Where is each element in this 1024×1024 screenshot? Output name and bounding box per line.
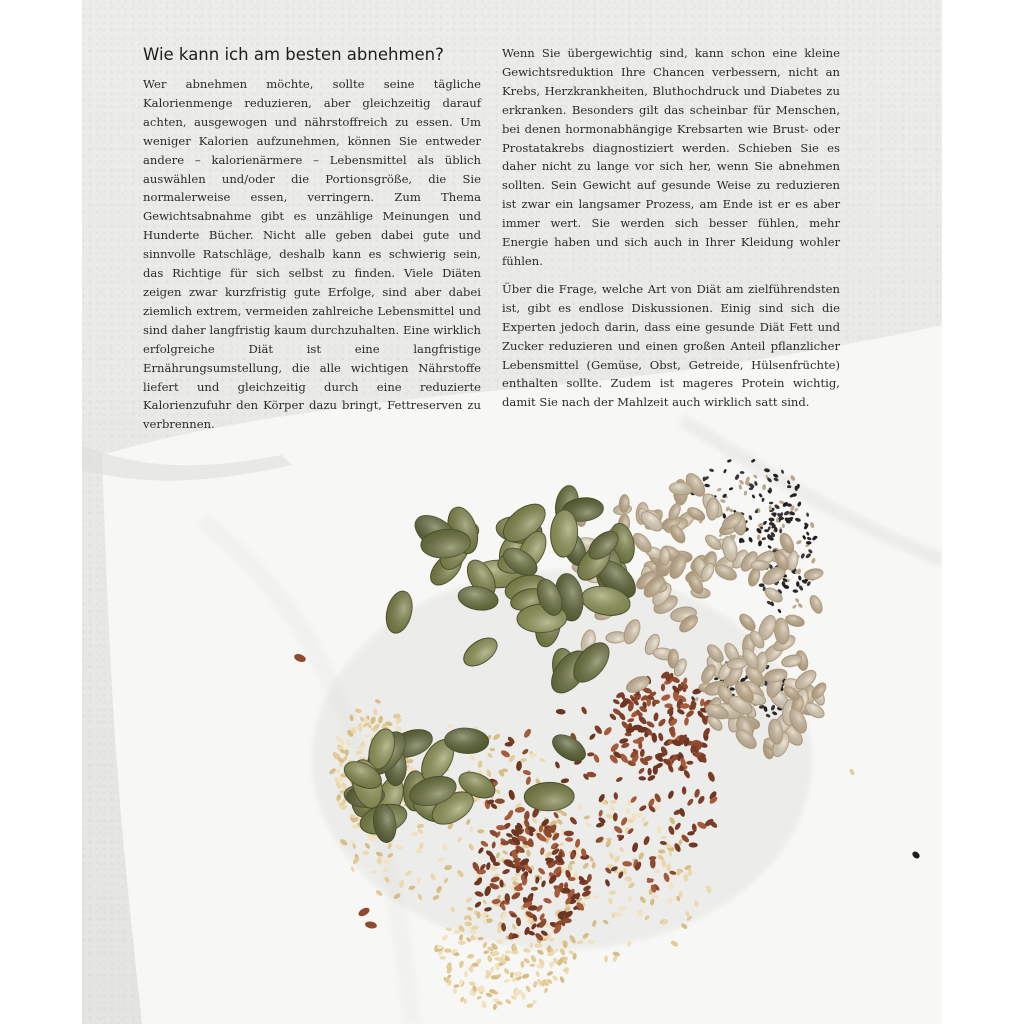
- black-sesame-seed: [771, 512, 776, 515]
- linseed: [562, 918, 572, 923]
- sesame-seed: [477, 829, 484, 833]
- article-heading: Wie kann ich am besten abnehmen?: [143, 45, 444, 64]
- right-paragraph-1: Wenn Sie übergewichtig sind, kann schon eine kleine Gewichtsreduktion Ihre Chancen verbessern, nicht an Krebs, Herzkrankheiten, Bluthochdruck und Diabetes zu erkranken. Besonders gilt das scheinbar für Menschen, bei denen hormonabhängige Krebsarten wie Brust- oder Prostatakrebs diagnostiziert werden. Schieben Sie es daher nicht zu lange vor sich her, wenn Sie abnehmen sollten. Sein Gewicht auf gesunde Weise zu reduzieren ist zwar ein langsamer Prozess, am Ende ist er es aber immer wert. Sie werden sich besser fühlen, mehr Energie haben und sich auch in Ihrer Kleidung wohler fühlen.: [502, 46, 840, 268]
- linseed: [564, 831, 574, 837]
- sunflower-seed-highlight: [751, 561, 769, 571]
- right-paragraph-2: Über die Frage, welche Art von Diät am zielführendsten ist, gibt es endlose Diskussionen. Einig sind sich die Experten jedoch darin, dass eine gesunde Diät Fett und Zucker reduzieren und einen großen Anteil pflanzlicher Lebensmittel (Gemüse, Obst, Getreide, Hülsenfrüchte) enthalten sollte. Zudem ist mageres Protein wichtig, damit Sie nach der Mahlzeit auch wirklich satt sind.: [502, 281, 840, 410]
- left-column: [143, 44, 481, 443]
- black-sesame-seed: [759, 583, 765, 587]
- magazine-page: [82, 0, 942, 1024]
- black-sesame-seed: [779, 529, 782, 533]
- left-paragraph: Wer abnehmen möchte, sollte seine tägliche Kalorienmenge reduzieren, aber gleichzeitig darauf achten, ausgewogen und nährstoffreich zu essen. Um weniger Kalorien aufzunehmen, können Sie entweder andere – kalorienärmere – Lebensmittel als üblich auswählen und/oder die Portionsgröße, die Sie normalerweise essen, verringern. Zum Thema Gewichtsabnahme gibt es unzählige Meinungen und Hunderte Bücher. Nicht alle geben dabei gute und sinnvolle Ratschläge, deshalb kann es schwierig sein, das Richtige für sich selbst zu finden. Viele Diäten zeigen zwar kurzfristig gute Erfolge, sind aber dabei ziemlich extrem, vermeiden zahlreiche Lebensmittel und sind daher langfristig kaum durchzuhalten. Eine wirklich erfolgreiche Diät ist eine langfristige Ernährungsumstellung, die alle wichtigen Nährstoffe liefert und gleichzeitig durch eine reduzierte Kalorienzufuhr den Körper dazu bringt, Fettreserven zu verbrennen.: [143, 77, 481, 432]
- right-column: [502, 44, 840, 421]
